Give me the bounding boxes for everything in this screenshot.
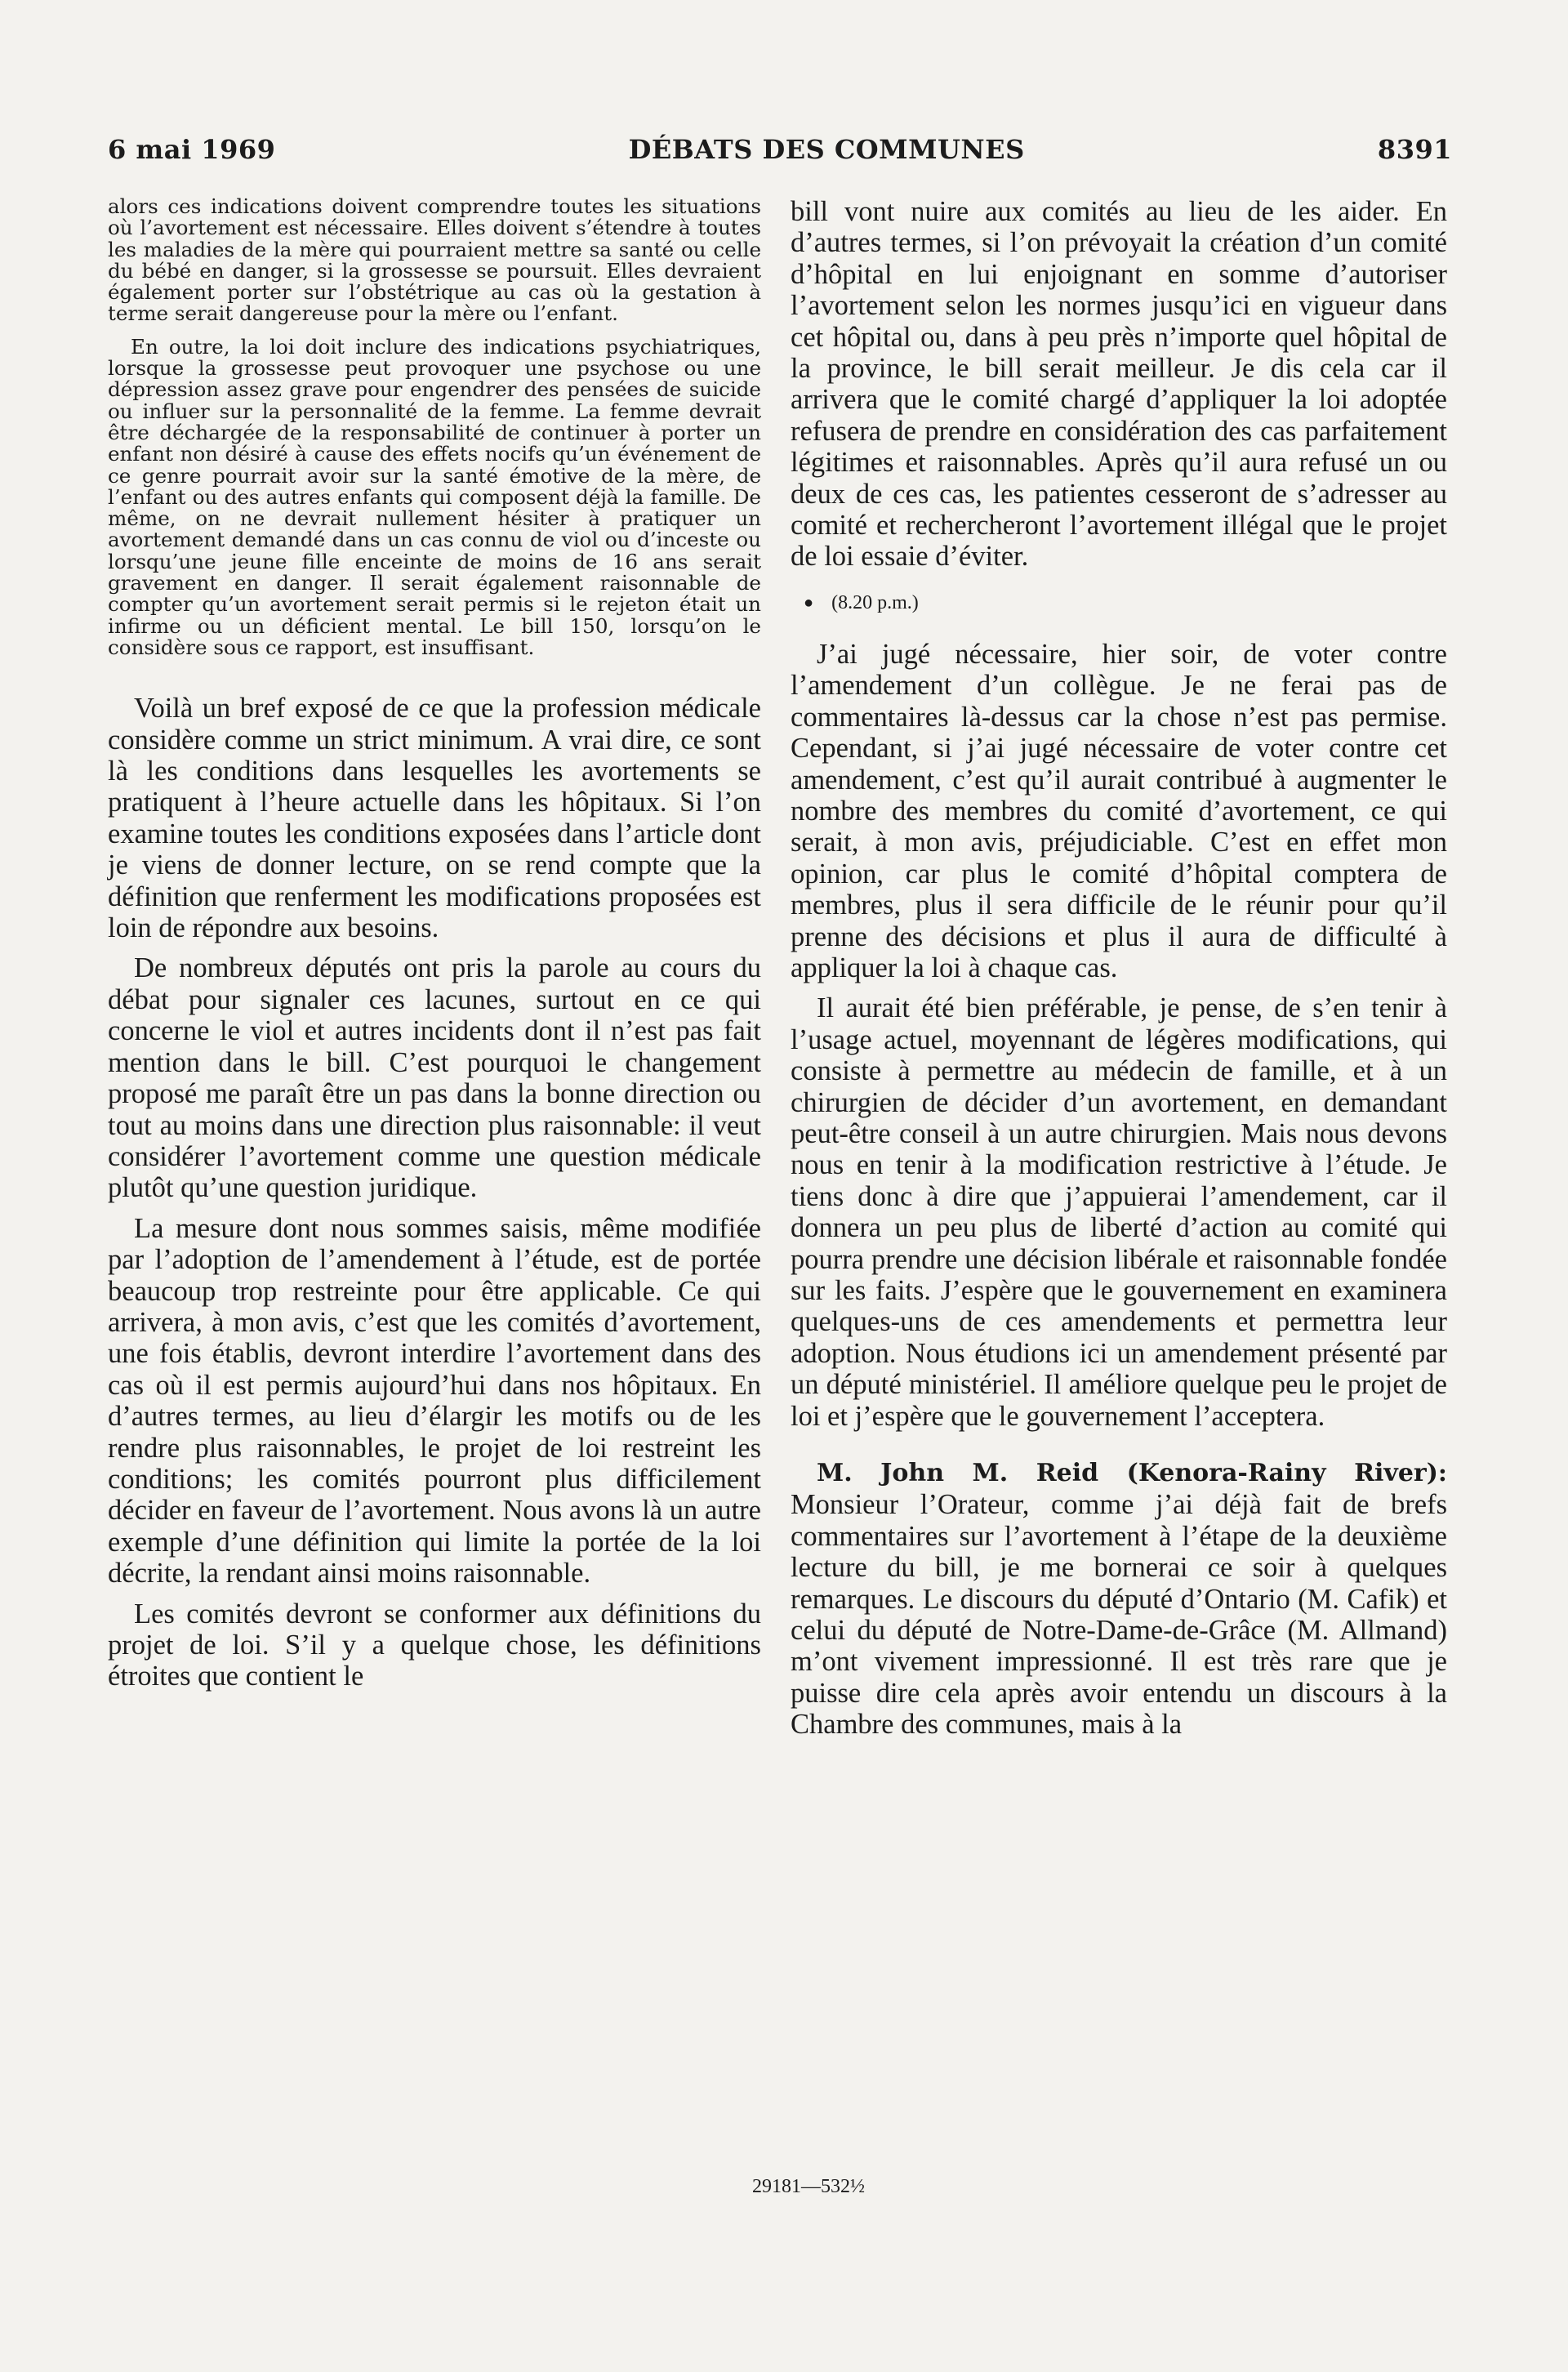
quoted-passage <box>108 196 761 658</box>
speaker-paragraph <box>791 1456 1447 1741</box>
left-column <box>108 196 761 1701</box>
quote-paragraph: En outre, la loi doit inclure des indications psychiatriques, lorsque la grossesse peut provoquer une psychose ou une dépression assez grave pour engendrer des pensées de suicide ou influer sur la personnalité de la femme. La femme devrait être déchargée de la responsabilité de continuer à porter un enfant non désiré à cause des effets nocifs qu’un événement de ce genre pourrait avoir sur la santé émotive de la mère, de l’enfant ou des autres enfants qui composent déjà la famille. De même, on ne devrait nullement hésiter à pratiquer un avortement demandé dans un cas connu de viol ou d’inceste ou lorsqu’une jeune fille enceinte de moins de 16 ans serait gravement en danger. Il serait également raisonnable de compter qu’un avortement serait permis si le rejeton était un infirme ou un déficient mental. Le bill 150, lorsqu’on le considère sous ce rapport, est insuffisant. <box>108 334 761 659</box>
body-paragraph: Il aurait été bien préférable, je pense, de s’en tenir à l’usage actuel, moyennant de légères modifications, qui consiste à permettre au médecin de famille, et à un chirurgien de décider d’un avortement, en demandant peut-être conseil à un autre chirurgien. Mais nous devons nous en tenir à la modification restrictive à l’étude. Je tiens donc à dire que j’appuierai l’amendement, car il donnera un peu plus de liberté d’action au comité qui pourra prendre une décision libérale et raisonnable fondée sur les faits. J’espère que le gouvernement en examinera quelques-uns de ces amendements et permettra leur adoption. Nous étudions ici un amendement présenté par un député ministériel. Il améliore quelque peu le projet de loi et j’espère que le gouvernement l’acceptera. <box>791 992 1447 1432</box>
timestamp <box>804 592 1447 614</box>
quote-paragraph: alors ces indications doivent comprendre toutes les situations où l’avortement est nécessaire. Elles doivent s’étendre à toutes les maladies de la mère qui pourraient mettre sa santé ou celle du bébé en danger, si la grossesse se poursuit. Elles devraient également porter sur l’obstétrique au cas où la gestation à terme serait dangereuse pour la mère ou l’enfant. <box>108 194 761 326</box>
right-body-continued <box>791 639 1447 1741</box>
page-number: 8391 <box>1377 134 1452 165</box>
speaker-name: M. John M. Reid (Kenora-Rainy River): <box>817 1459 1447 1488</box>
right-body <box>791 196 1447 573</box>
body-paragraph: Voilà un bref exposé de ce que la profession médicale considère comme un strict minimum. A vrai dire, ce sont là les conditions dans lesquelles les avortements se pratiquent à l’heure actuelle dans les hôpitaux. Si l’on examine toutes les conditions exposées dans l’article dont je viens de donner lecture, on se rend compte que la définition que renferment les modifications proposées est loin de répondre aux besoins. <box>108 693 761 944</box>
body-paragraph: bill vont nuire aux comités au lieu de les aider. En d’autres termes, si l’on prévoyait la création d’un comité d’hôpital en lui enjoignant en somme d’autoriser l’avortement selon les normes jusqu’ici en vigueur dans cet hôpital ou, dans à peu près n’importe quel hôpital de la province, le bill serait meilleur. Je dis cela car il arrivera que le comité chargé d’appliquer la loi adoptée refusera de prendre en considération des cas parfaitement légitimes et raisonnables. Après qu’il aura refusé un ou deux de ces cas, les patientes cesseront de s’adresser au comité et rechercheront l’avortement illégal que le projet de loi essaie d’éviter. <box>791 196 1447 573</box>
page-header <box>108 134 1452 165</box>
body-paragraph: De nombreux députés ont pris la parole au cours du débat pour signaler ces lacunes, surtout en ce qui concerne le viol et autres incidents dont il n’est pas fait mention dans le bill. C’est pourquoi le changement proposé me paraît être un pas dans la bonne direction ou tout au moins dans une direction plus raisonnable: il veut considérer l’avortement comme une question médicale plutôt qu’une question juridique. <box>108 952 761 1204</box>
page-title: DÉBATS DES COMMUNES <box>628 134 1025 165</box>
left-body <box>108 693 761 1692</box>
bullet-icon: ● <box>804 593 814 612</box>
speaker-text: Monsieur l’Orateur, comme j’ai déjà fait de brefs commentaires sur l’avortement à l’étape de la deuxième lecture du bill, je me bornerai ce soir à quelques remarques. Le discours du député d’Ontario (M. Cafik) et celui du député de Notre-Dame-de-Grâce (M. Allmand) m’ont vivement impressionné. Il est très rare que je puisse dire cela après avoir entendu un discours à la Chambre des communes, mais à la <box>791 1489 1447 1741</box>
timestamp-text: (8.20 p.m.) <box>831 591 919 613</box>
page-date: 6 mai 1969 <box>108 134 276 165</box>
body-paragraph: J’ai jugé nécessaire, hier soir, de voter contre l’amendement d’un collègue. Je ne ferai pas de commentaires là-dessus car la chose n’est pas permise. Cependant, si j’ai jugé nécessaire de voter contre cet amendement, c’est qu’il aurait contribué à augmenter le nombre des membres du comité d’avortement, ce qui serait, à mon avis, préjudiciable. C’est en effet mon opinion, car plus le comité d’hôpital comptera de membres, plus il sera difficile de le réunir pour qu’il prenne des décisions et plus il aura de difficulté à appliquer la loi à chaque cas. <box>791 638 1447 983</box>
footer-signature: 29181—532½ <box>752 2176 865 2197</box>
body-paragraph: Les comités devront se conformer aux définitions du projet de loi. S’il y a quelque chose, les définitions étroites que contient le <box>108 1598 761 1692</box>
body-paragraph: La mesure dont nous sommes saisis, même modifiée par l’adoption de l’amendement à l’étude, est de portée beaucoup trop restreinte pour être applicable. Ce qui arrivera, à mon avis, c’est que les comités d’avortement, une fois établis, devront interdire l’avortement dans des cas où il est permis aujourd’hui dans nos hôpitaux. En d’autres termes, au lieu d’élargir les motifs ou de les rendre plus raisonnables, le projet de loi restreint les conditions; les comités pourront plus difficilement décider en faveur de l’avortement. Nous avons là un autre exemple d’une définition qui limite la portée de la loi décrite, la rendant ainsi moins raisonnable. <box>108 1212 761 1590</box>
right-column <box>791 196 1447 1750</box>
